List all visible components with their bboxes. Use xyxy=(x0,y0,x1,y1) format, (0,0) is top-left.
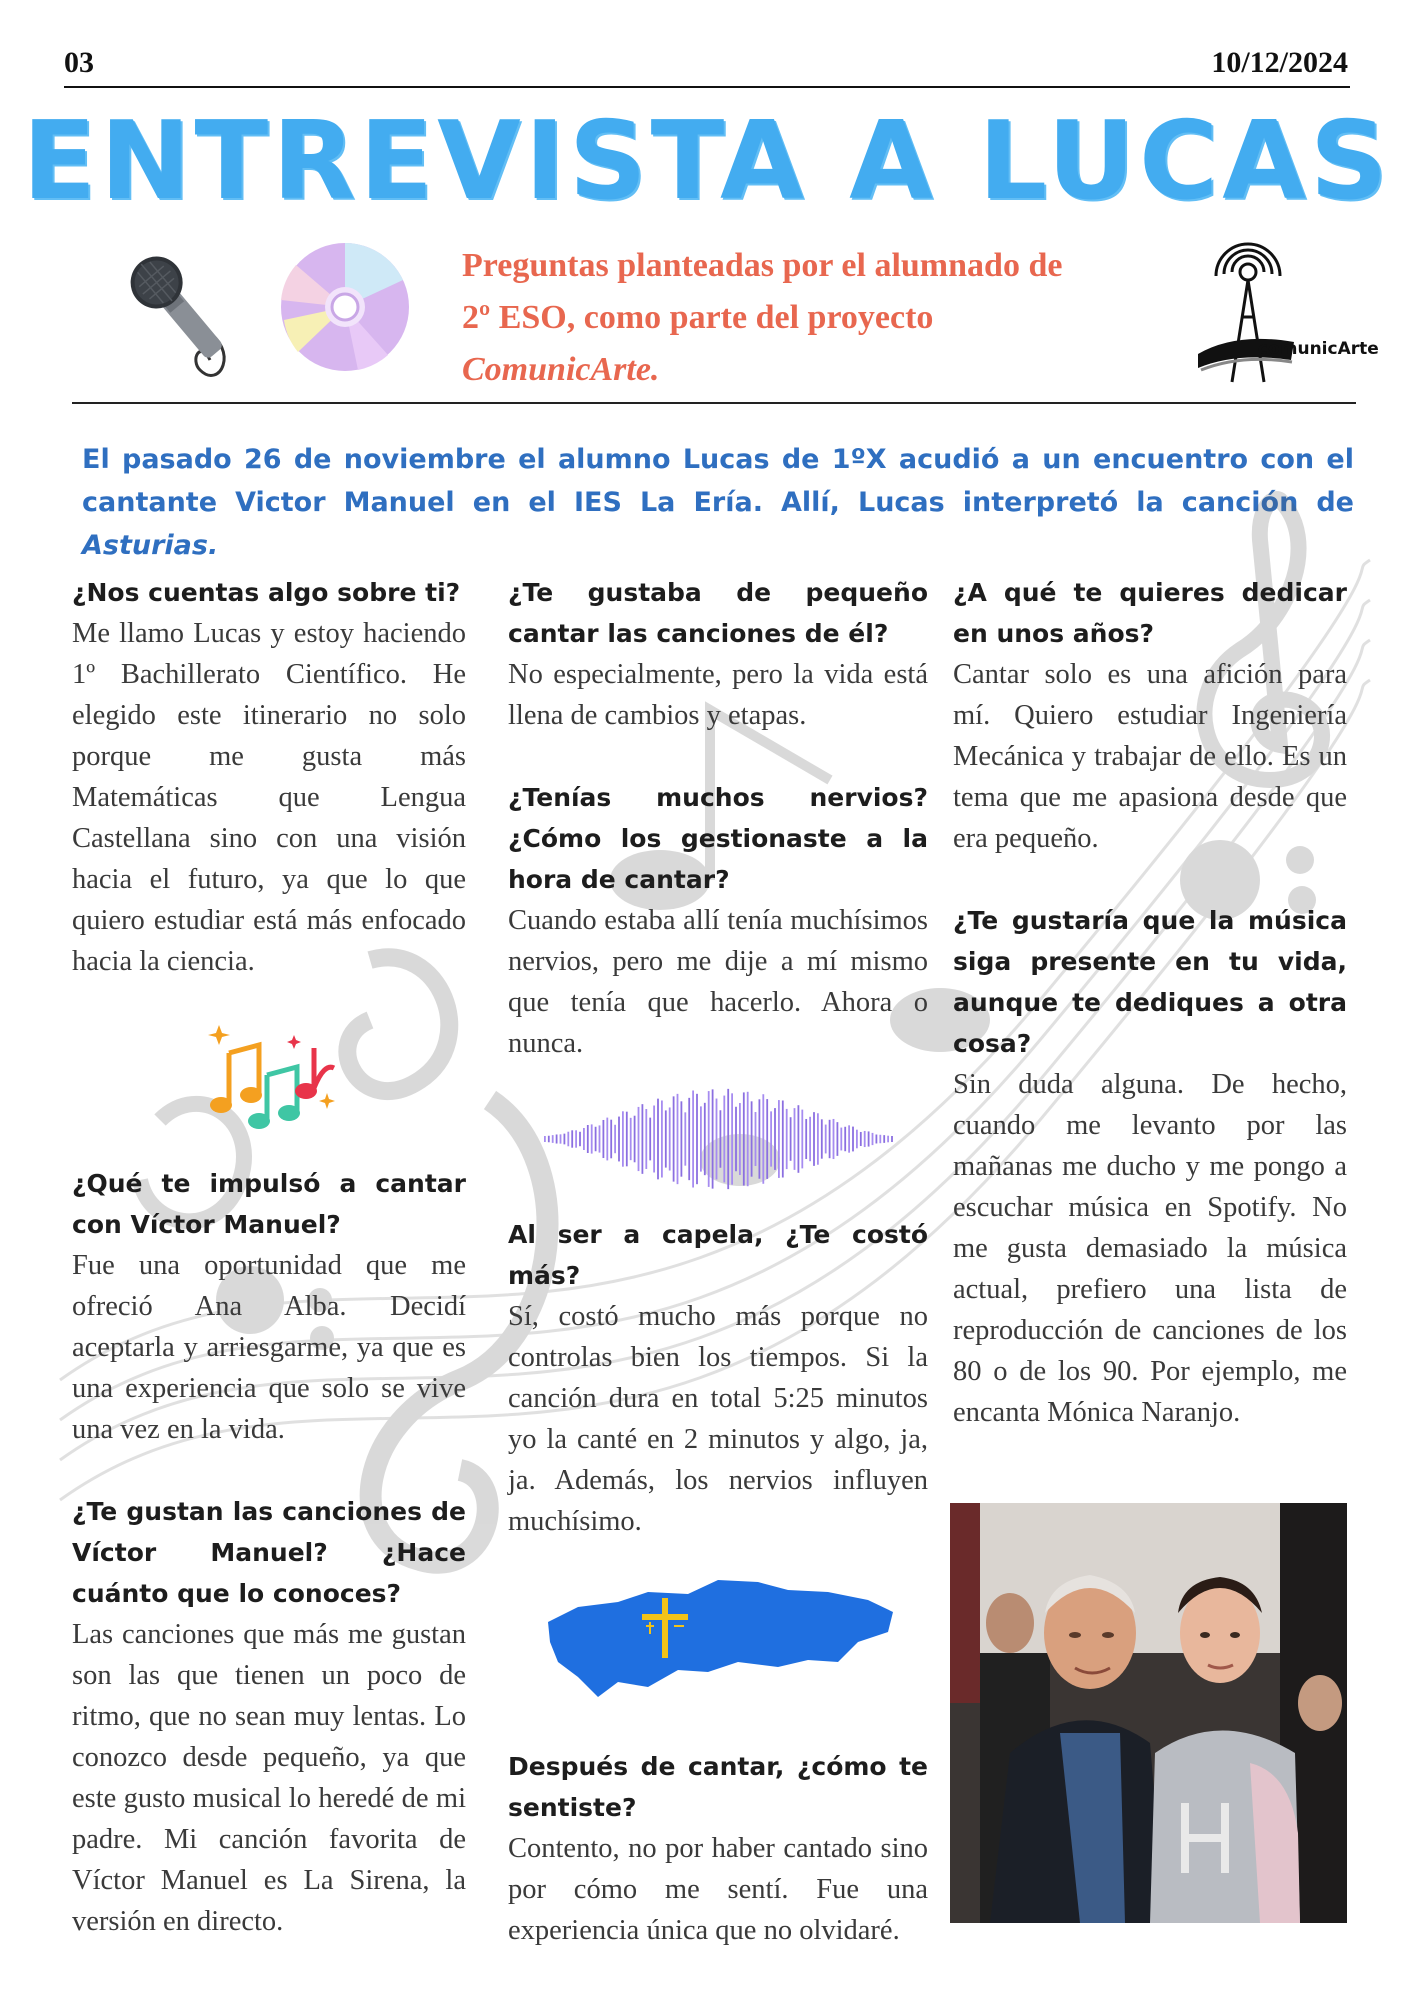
wave-bar xyxy=(622,1111,624,1166)
main-title: ENTREVISTA A LUCAS xyxy=(22,99,1392,224)
wave-bar xyxy=(770,1111,772,1166)
wave-bar xyxy=(805,1119,807,1159)
answer-3: Las canciones que más me gustan son las que tienen un poco de ritmo, que no sean muy lentas. Lo conozco desde pequeño, ya que este gusto musical lo heredé de mi padre. Mi canción favorita de Víctor Manuel es La Sirena, la versión en directo. xyxy=(72,1619,466,1937)
cd-icon xyxy=(278,240,412,374)
wave-bar xyxy=(614,1125,616,1153)
answer-6: Sí, costó mucho más porque no controlas bien los tiempos. Si la canción dura en total 5:25 minutos yo la canté en 2 minutos y algo, ja, ja. Además, los nervios influyen muchísimo. xyxy=(508,1301,928,1537)
wave-bar xyxy=(879,1135,881,1143)
wave-bar xyxy=(587,1125,589,1153)
wave-bar xyxy=(844,1127,846,1151)
wave-bar xyxy=(739,1103,741,1175)
page-number: 03 xyxy=(64,46,94,79)
subtitle-line-1: Preguntas planteadas por el alumnado de xyxy=(462,247,1063,284)
wave-bar xyxy=(759,1099,761,1178)
wave-bar xyxy=(755,1112,757,1166)
wave-bar xyxy=(665,1110,667,1167)
wave-bar xyxy=(560,1134,562,1143)
wave-bar xyxy=(829,1120,831,1158)
wave-bar xyxy=(809,1117,811,1161)
question-3: ¿Te gustan las canciones de Víctor Manuel? ¿Hace cuánto que lo conoces? xyxy=(72,1497,466,1608)
wave-bar xyxy=(704,1103,706,1175)
wave-bar xyxy=(583,1128,585,1150)
wave-bar xyxy=(661,1100,663,1177)
subtitle xyxy=(462,240,1156,396)
wave-bar xyxy=(684,1112,686,1165)
answer-1: Me llamo Lucas y estoy haciendo 1º Bachillerato Científico. He elegido este itinerario no solo porque me gusta más Matemáticas que Lengua Castellana sino con una visión hacia el futuro, ya que lo que quiero estudiar está más enfocado hacia la ciencia. xyxy=(72,618,466,977)
wave-bar xyxy=(817,1113,819,1164)
wave-bar xyxy=(595,1127,597,1151)
wave-bar xyxy=(825,1125,827,1154)
wave-bar xyxy=(657,1099,659,1180)
wave-bar xyxy=(723,1096,725,1183)
wave-bar xyxy=(852,1127,854,1152)
wave-bar xyxy=(891,1136,893,1142)
answer-9: Sin duda alguna. De hecho, cuando me levanto por las mañanas me ducho y me pongo a escuchar música en Spotify. No me gusta demasiado la música actual, prefiero una lista de reproducción de canciones de los 80 o de los 90. Por ejemplo, me encanta Mónica Naranjo. xyxy=(953,1069,1347,1428)
wave-bar xyxy=(786,1109,788,1169)
wave-bar xyxy=(731,1093,733,1184)
wave-bar xyxy=(696,1094,698,1184)
wave-bar xyxy=(868,1131,870,1146)
page-date: 10/12/2024 xyxy=(1211,46,1348,79)
mid-rule xyxy=(72,402,1356,404)
question-6: Al ser a capela, ¿Te costó más? xyxy=(508,1220,928,1290)
wave-bar xyxy=(688,1098,690,1180)
wave-bar xyxy=(630,1118,632,1160)
wave-bar xyxy=(883,1135,885,1143)
wave-bar xyxy=(798,1105,800,1173)
wave-bar xyxy=(876,1135,878,1144)
wave-bar xyxy=(649,1118,651,1161)
wave-bar xyxy=(762,1094,764,1184)
wave-bar xyxy=(727,1089,729,1189)
wave-bar xyxy=(653,1106,655,1173)
wave-bar xyxy=(548,1136,550,1143)
wave-bar xyxy=(735,1107,737,1171)
wave-bar xyxy=(571,1130,573,1147)
wave-bar xyxy=(790,1117,792,1161)
wave-bar xyxy=(743,1092,745,1185)
wave-bar xyxy=(681,1101,683,1176)
question-4: ¿Te gustaba de pequeño cantar las canciones de él? xyxy=(508,578,928,648)
wave-bar xyxy=(766,1099,768,1179)
wave-bar xyxy=(801,1110,803,1169)
wave-bar xyxy=(673,1096,675,1181)
wave-bar xyxy=(603,1120,605,1158)
wave-bar xyxy=(837,1122,839,1156)
wave-bar xyxy=(606,1118,608,1161)
wave-bar xyxy=(747,1092,749,1186)
wave-bar xyxy=(544,1136,546,1142)
wave-bar xyxy=(708,1091,710,1187)
question-7: Después de cantar, ¿cómo te sentiste? xyxy=(508,1752,928,1822)
wave-bar xyxy=(840,1128,842,1151)
subtitle-project: ComunicArte. xyxy=(462,351,660,388)
asturias-map-icon xyxy=(538,1562,898,1702)
wave-bar xyxy=(848,1125,850,1152)
intro-text: El pasado 26 de noviembre el alumno Lucas de 1ºX acudió a un encuentro con el cantante Victor Manuel en el IES La Ería. Allí, Lucas interpretó la canción de xyxy=(82,444,1354,518)
column-3 xyxy=(953,572,1347,1474)
wave-bar xyxy=(579,1132,581,1146)
wave-bar xyxy=(833,1119,835,1159)
wave-bar xyxy=(778,1100,780,1178)
wave-bar xyxy=(864,1131,866,1147)
wave-bar xyxy=(599,1125,601,1152)
wave-bar xyxy=(634,1116,636,1163)
wave-bar xyxy=(626,1112,628,1167)
microphone-icon xyxy=(110,240,240,390)
wave-bar xyxy=(610,1120,612,1159)
comunicarte-logo xyxy=(1196,242,1379,392)
wave-bar xyxy=(716,1099,718,1180)
answer-7: Contento, no por haber cantado sino por cómo me sentí. Fue una experiencia única que no olvidaré. xyxy=(508,1833,928,1946)
wave-bar xyxy=(821,1119,823,1158)
wave-bar xyxy=(887,1136,889,1143)
wave-bar xyxy=(642,1104,644,1174)
column-1 xyxy=(72,572,466,1983)
wave-bar xyxy=(669,1107,671,1170)
wave-bar xyxy=(872,1133,874,1145)
question-2: ¿Qué te impulsó a cantar con Víctor Manuel? xyxy=(72,1169,466,1239)
column-2 xyxy=(508,572,928,1992)
sound-wave-icon xyxy=(538,1084,898,1194)
answer-5: Cuando estaba allí tenía muchísimos nervios, pero me dije a mí mismo que tenía que hacerlo. Ahora o nunca. xyxy=(508,905,928,1059)
wave-bar xyxy=(618,1117,620,1162)
top-rule xyxy=(64,86,1350,88)
wave-bar xyxy=(700,1106,702,1171)
intro-song: Asturias. xyxy=(82,530,219,561)
wave-bar xyxy=(751,1101,753,1176)
wave-bar xyxy=(552,1135,554,1143)
wave-bar xyxy=(567,1132,569,1147)
wave-bar xyxy=(575,1130,577,1147)
wave-bar xyxy=(774,1108,776,1170)
wave-bar xyxy=(813,1112,815,1166)
wave-bar xyxy=(856,1130,858,1149)
answer-8: Cantar solo es una afición para mí. Quiero estudiar Ingeniería Mecánica y trabajar de ello. Es un tema que me apasiona desde que era pequeño. xyxy=(953,659,1347,854)
wave-bar xyxy=(677,1094,679,1184)
subtitle-line-2: 2º ESO, como parte del proyecto xyxy=(462,299,934,336)
question-8: ¿A qué te quieres dedicar en unos años? xyxy=(953,578,1347,648)
wave-bar xyxy=(860,1132,862,1146)
wave-bar xyxy=(712,1089,714,1188)
wave-bar xyxy=(782,1100,784,1177)
answer-4: No especialmente, pero la vida está llena de cambios y etapas. xyxy=(508,659,928,731)
question-9: ¿Te gustaría que la música siga presente en tu vida, aunque te dediques a otra cosa? xyxy=(953,906,1347,1058)
music-notes-icon xyxy=(199,1023,339,1133)
question-5: ¿Tenías muchos nervios? ¿Cómo los gestionaste a la hora de cantar? xyxy=(508,783,928,894)
answer-2: Fue una oportunidad que me ofreció Ana Alba. Decidí aceptarla y arriesgarme, ya que es una experiencia que solo se vive una vez en la vida. xyxy=(72,1250,466,1445)
wave-bar xyxy=(645,1109,647,1169)
wave-bar xyxy=(692,1090,694,1187)
question-1: ¿Nos cuentas algo sobre ti? xyxy=(72,578,461,607)
wave-bar xyxy=(591,1124,593,1153)
wave-bar xyxy=(556,1134,558,1143)
wave-bar xyxy=(720,1110,722,1167)
wave-bar xyxy=(794,1108,796,1170)
wave-bar xyxy=(638,1107,640,1171)
wave-bar xyxy=(564,1134,566,1145)
logo-text: comunicArte xyxy=(1258,339,1379,359)
